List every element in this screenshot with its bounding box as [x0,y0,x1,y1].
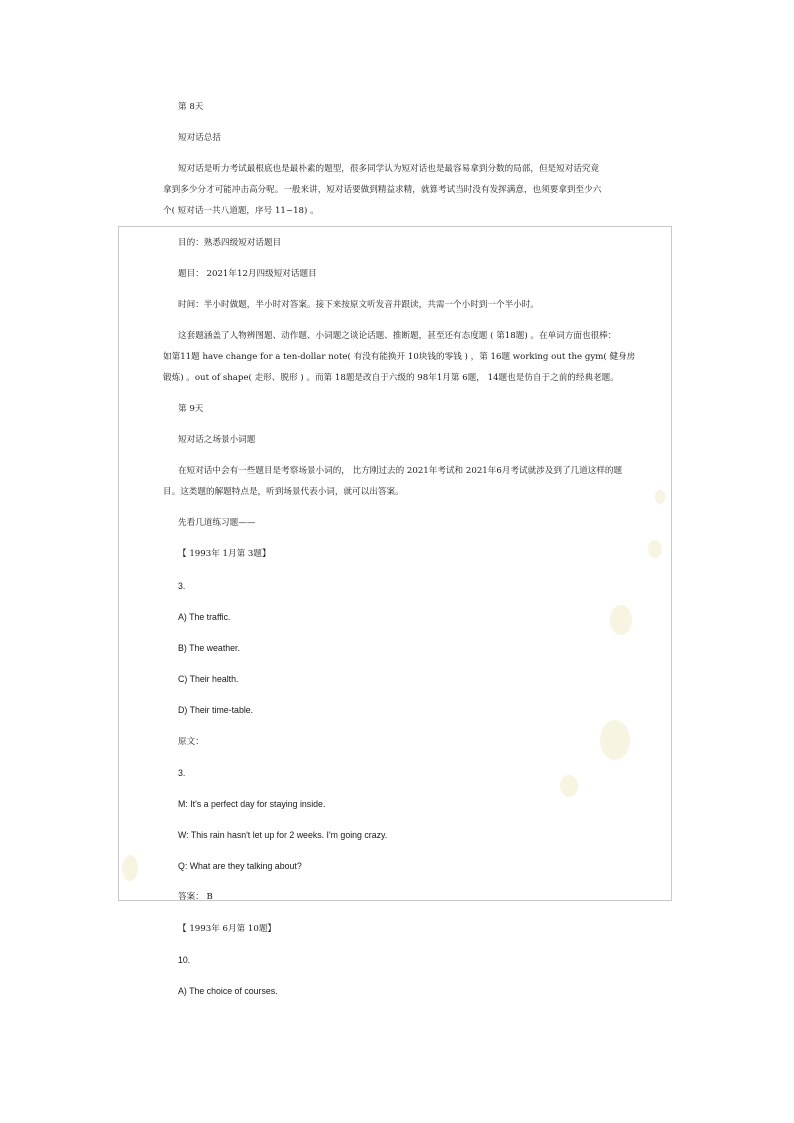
day8-paragraph-line-3: 个( 短对话一共八道题，序号 11~18) 。 [163,206,319,216]
coverage-paragraph-line-3: 锻炼) 。out of shape( 走形、脱形 ) 。而第 18题是改自于六级的 98年1月第 6题， 14题也是仿自于之前的经典老题。 [163,373,619,383]
day8-paragraph-line-2: 拿到多少分才可能冲击高分呢。一般来讲，短对话要做到精益求精，就算考试当时没有发挥满意，也须要拿到至少六 [163,185,602,195]
question-1-source: 【 1993年 1月第 3题】 [178,549,271,559]
day8-heading: 第 8天 [178,102,204,112]
day9-subheading: 短对话之场景小词题 [178,435,256,445]
question-2-option-a: A) The choice of courses. [178,986,278,996]
question-1-option-c: C) Their health. [178,674,239,684]
question-1-option-b: B) The weather. [178,643,240,653]
transcript-man-line: M: It's a perfect day for staying inside. [178,799,326,809]
day8-subheading: 短对话总括 [178,133,221,143]
scan-speck [655,490,665,504]
scan-speck [648,540,662,558]
practice-intro: 先看几道练习题—— [178,518,256,528]
scan-speck [560,775,578,797]
scan-speck [122,855,138,881]
coverage-paragraph-line-1: 这套题涵盖了人物辨图题、动作题、小词题之谈论话题、推断题，甚至还有态度题 ( 第18题) 。在单词方面也很棒： [178,331,617,341]
question-1-number: 3. [178,581,186,591]
transcript-label: 原文： [178,737,204,747]
time-line: 时间：半小时做题，半小时对答案。接下来按原文听发音并跟读，共需一个小时到一个半小时。 [178,300,539,310]
transcript-woman-line: W: This rain hasn't let up for 2 weeks. I'm going crazy. [178,830,388,840]
day9-heading: 第 9天 [178,404,204,414]
question-2-number: 10. [178,955,191,965]
scan-speck [600,720,630,760]
day9-paragraph-line-2: 目。这类题的解题特点是，听到场景代表小词，就可以出答案。 [163,487,404,497]
coverage-paragraph-line-2: 如第11题 have change for a ten-dollar note( 有没有能换开 10块钱的零钱 ) ，第 16题 working out the gym( 健身房 [163,352,636,362]
topic-line: 题目： 2021年12月四级短对话题目 [178,269,317,279]
question-1-option-d: D) Their time-table. [178,705,254,715]
day9-paragraph-line-1: 在短对话中会有一些题目是考察场景小词的， 比方刚过去的 2021年考试和 2021年6月考试就涉及到了几道这样的题 [178,466,623,476]
answer-line: 答案： B [178,892,213,902]
transcript-number: 3. [178,768,186,778]
day8-paragraph-line-1: 短对话是听力考试最根底也是最朴素的题型，很多同学认为短对话也是最容易拿到分数的局部，但是短对话究竟 [178,164,600,174]
purpose-line: 目的：熟悉四级短对话题目 [178,238,282,248]
scan-speck [610,605,632,635]
transcript-question-line: Q: What are they talking about? [178,861,302,871]
question-1-option-a: A) The traffic. [178,612,231,622]
question-2-source: 【 1993年 6月第 10题】 [178,924,277,934]
